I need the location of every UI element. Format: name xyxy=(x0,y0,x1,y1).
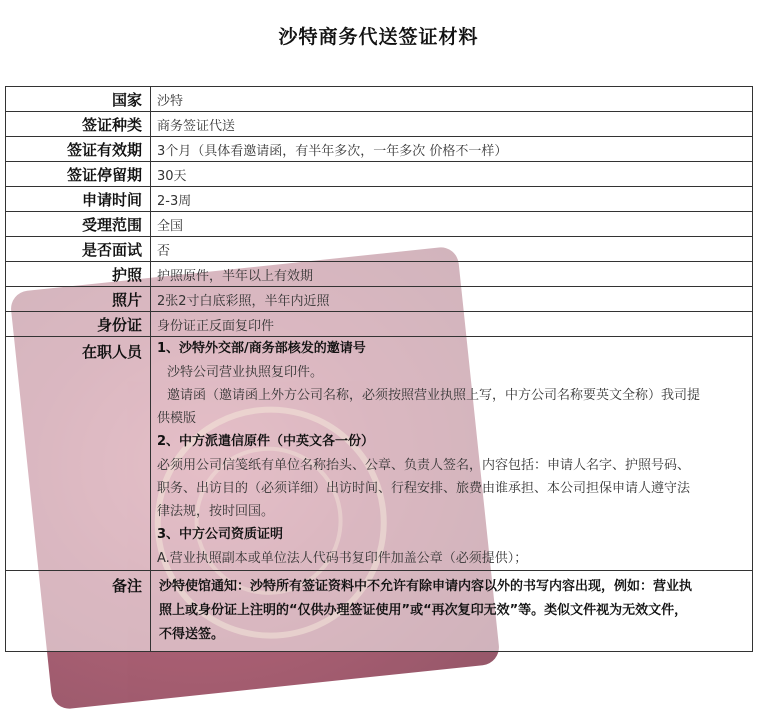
table-row-processing-time xyxy=(6,187,753,212)
paragraph: A.营业执照副本或单位法人代码书复印件加盖公章（必须提供）； xyxy=(157,551,528,566)
employed-content xyxy=(151,337,753,571)
paragraph: 律法规，按时回国。 xyxy=(157,504,275,519)
row-label: 是否面试 xyxy=(6,237,151,262)
remark-line: 照上或身份证上注明的“仅供办理签证使用”或“再次复印无效”等。类似文件视为无效文件， xyxy=(159,603,688,618)
row-value: 3个月（具体看邀请函，有半年多次，一年多次 价格不一样） xyxy=(151,137,753,162)
table-row-interview xyxy=(6,237,753,262)
row-label: 签证种类 xyxy=(6,112,151,137)
row-label: 身份证 xyxy=(6,312,151,337)
table-row-id-card xyxy=(6,312,753,337)
row-value: 护照原件，半年以上有效期 xyxy=(151,262,753,287)
paragraph: 必须用公司信笺纸有单位名称抬头、公章、负责人签名，内容包括：申请人名字、护照号码、 xyxy=(157,458,691,473)
table-row-validity xyxy=(6,137,753,162)
section-heading: 2、中方派遣信原件（中英文各一份） xyxy=(157,434,375,449)
table-row-visa-type xyxy=(6,112,753,137)
document-title: 沙特商务代送签证材料 xyxy=(278,26,479,48)
table-row-stay xyxy=(6,162,753,187)
table-row-country xyxy=(6,87,753,112)
paragraph: 沙特公司营业执照复印件。 xyxy=(167,365,324,380)
row-label: 备注 xyxy=(6,571,151,652)
visa-requirements-table xyxy=(5,86,753,652)
row-label: 国家 xyxy=(6,87,151,112)
row-label: 受理范围 xyxy=(6,212,151,237)
remark-text xyxy=(157,571,752,651)
row-value: 沙特 xyxy=(151,87,753,112)
row-value: 2张2寸白底彩照，半年内近照 xyxy=(151,287,753,312)
row-value: 30天 xyxy=(151,162,753,187)
remark-line: 沙特使馆通知：沙特所有签证资料中不允许有除申请内容以外的书写内容出现，例如：营业执 xyxy=(159,579,693,594)
row-value: 2-3周 xyxy=(151,187,753,212)
row-label: 在职人员 xyxy=(6,337,151,571)
row-value: 商务签证代送 xyxy=(151,112,753,137)
row-value: 身份证正反面复印件 xyxy=(151,312,753,337)
row-value: 否 xyxy=(151,237,753,262)
row-label: 护照 xyxy=(6,262,151,287)
paragraph: 供模版 xyxy=(157,411,197,426)
remarks-content xyxy=(151,571,753,652)
paragraph: 职务、出访目的（必须详细）出访时间、行程安排、旅费由谁承担、本公司担保申请人遵守法 xyxy=(157,481,691,496)
row-value: 全国 xyxy=(151,212,753,237)
table-row-employed xyxy=(6,337,753,571)
row-label: 签证有效期 xyxy=(6,137,151,162)
section-heading: 3、中方公司资质证明 xyxy=(157,527,284,542)
row-label: 申请时间 xyxy=(6,187,151,212)
section-heading: 1、沙特外交部/商务部核发的邀请号 xyxy=(157,341,366,356)
table-row-remarks xyxy=(6,571,753,652)
row-label: 签证停留期 xyxy=(6,162,151,187)
table-row-scope xyxy=(6,212,753,237)
paragraph: 邀请函（邀请函上外方公司名称，必须按照营业执照上写，中方公司名称要英文全称）我司提 xyxy=(167,388,701,403)
table-row-photo xyxy=(6,287,753,312)
row-label: 照片 xyxy=(6,287,151,312)
table-row-passport xyxy=(6,262,753,287)
remark-line: 不得送签。 xyxy=(159,627,225,642)
